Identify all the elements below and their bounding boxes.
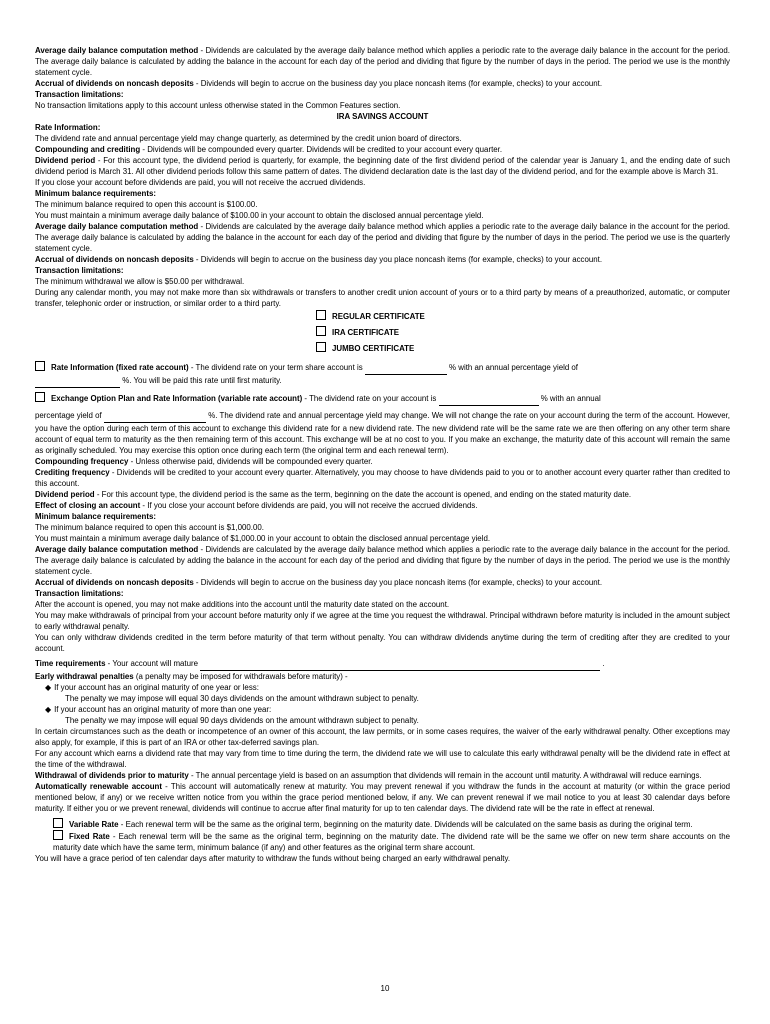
paragraph-min-open: The minimum balance required to open this account is $100.00.	[35, 200, 258, 209]
paragraph-fixed-rate-apy: %. You will be paid this rate until first maturity.	[35, 375, 730, 388]
document-page	[35, 45, 730, 864]
variable-rate-checkbox[interactable]	[35, 392, 45, 402]
paragraph-min-maintain: You must maintain a minimum average daily balance of $100.00 in your account to obtain the disclosed annual percentage yield.	[35, 211, 484, 220]
paragraph-rate-info: The dividend rate and annual percentage yield may change quarterly, as determined by the credit union board of directors.	[35, 134, 462, 143]
heading-rate-info: Rate Information:	[35, 123, 101, 132]
paragraph-compounding-frequency: Compounding frequency - Unless otherwise paid, dividends will be compounded every quarter.	[35, 457, 373, 466]
diamond-bullet-icon: ◆	[45, 683, 52, 692]
paragraph-fixed-rate-renewal: Fixed Rate - Each renewal term will be the same as the original term, beginning on the maturity date. The dividend rate will be the same we offer on new term share accounts on the maturity date which have the same term, minimum balance (if any) and other features as the original term share account.	[53, 832, 730, 852]
paragraph-grace-period: You will have a grace period of ten calendar days after maturity to withdraw the funds without being charged an early withdrawal penalty.	[35, 854, 511, 863]
paragraph-dividend-withdrawal: You can only withdraw dividends credited in the term before maturity of that term without penalty. You can withdraw dividends anytime during the term of crediting after they are credited to your account.	[35, 633, 730, 653]
regular-certificate-checkbox[interactable]	[316, 310, 326, 320]
paragraph-accrual-cd: Accrual of dividends on noncash deposits - Dividends will begin to accrue on the business day you place noncash items (for example, checks) to your account.	[35, 578, 603, 587]
certificate-option-ira: IRA CERTIFICATE	[35, 325, 730, 341]
jumbo-certificate-checkbox[interactable]	[316, 342, 326, 352]
paragraph-min-withdrawal: The minimum withdrawal we allow is $50.00 per withdrawal.	[35, 277, 245, 286]
paragraph-dividend-period: Dividend period - For this account type, the dividend period is quarterly, for example, the beginning date of the first dividend period of the calendar year is January 1, and the ending date of such dividend period is March 31. All other dividend periods follow this same pattern of dates. The dividend declaration date is the last day of the dividend period, and for the example above is March 31.	[35, 156, 731, 176]
paragraph-adb-savings: Average daily balance computation method - Dividends are calculated by the average daily balance method which applies a periodic rate to the average daily balance in the account for the period. The average daily balance is calculated by adding the balance in the account for each day of the period and dividing that figure by the number of days in the period. The period we use is the monthly statement cycle.	[35, 46, 730, 77]
heading-ira-transaction: Transaction limitations:	[35, 266, 124, 275]
paragraph-exchange-option: Exchange Option Plan and Rate Information (variable rate account) - The dividend rate on your account is % with an annual	[35, 392, 730, 406]
paragraph-accrual-ira: Accrual of dividends on noncash deposits - Dividends will begin to accrue on the business day you place noncash items (for example, checks) to your account.	[35, 255, 603, 264]
paragraph-withdrawal-dividends: Withdrawal of dividends prior to maturity - The annual percentage yield is based on an assumption that dividends will remain in the account until maturity. A withdrawal will reduce earnings.	[35, 771, 702, 780]
page-number: 10	[380, 984, 390, 993]
paragraph-fixed-rate-info: Rate Information (fixed rate account) - The dividend rate on your term share account is % with an annual percentage yield of	[35, 361, 730, 375]
heading-minimum-balance: Minimum balance requirements:	[35, 189, 157, 198]
paragraph-cd-min-open: The minimum balance required to open this account is $1,000.00.	[35, 523, 264, 532]
paragraph-transaction-limitations: No transaction limitations apply to this account unless otherwise stated in the Common Features section.	[35, 101, 401, 110]
bullet-more-than-one-year: ◆ If your account has an original maturity of more than one year:	[45, 705, 272, 714]
ira-certificate-checkbox[interactable]	[316, 326, 326, 336]
paragraph-adb-ira: Average daily balance computation method - Dividends are calculated by the average daily balance method which applies a periodic rate to the average daily balance in the account for the period. The average daily balance is calculated by adding the balance in the account for each day of the period and dividing that figure by the number of days in the period. The period we use is the quarterly statement cycle.	[35, 222, 730, 253]
maturity-date-field[interactable]	[200, 659, 600, 671]
heading-cd-transaction: Transaction limitations:	[35, 589, 124, 598]
paragraph-cd-min-maintain: You must maintain a minimum average daily balance of $1,000.00 in your account to obtain the disclosed annual percentage yield.	[35, 534, 491, 543]
paragraph-penalty-waiver: In certain circumstances such as the death or incompetence of an owner of this account, the law permits, or in some cases requires, the waiver of the early withdrawal penalty. Other exceptions may also apply, for example, if this is part of an IRA or other tax-deferred savings plan.	[35, 727, 730, 747]
bullet-sub-90-days: The penalty we may impose will equal 90 days dividends on the amount withdrawn subject to penalty.	[65, 716, 419, 725]
paragraph-compounding: Compounding and crediting - Dividends will be compounded every quarter. Dividends will be credited to your account every quarter.	[35, 145, 503, 154]
paragraph-crediting-frequency: Crediting frequency - Dividends will be credited to your account every quarter. Alternatively, you may choose to have dividends paid to you or to another account every quarter rather than credited to this account.	[35, 468, 730, 488]
paragraph-variable-penalty: For any account which earns a dividend rate that may vary from time to time during the term, the dividend rate we will use to calculate this early withdrawal penalty will be the dividend rate in effect at the time of the withdrawal.	[35, 749, 730, 769]
paragraph-effect-closing: Effect of closing an account - If you close your account before dividends are paid, you will not receive the accrued dividends.	[35, 501, 478, 510]
paragraph-adb-cd: Average daily balance computation method - Dividends are calculated by the average daily balance method which applies a periodic rate to the average daily balance in the account for the period. The average daily balance is calculated by adding the balance in the account for each day of the period and dividing that figure by the number of days in the period. The period we use is the monthly statement cycle.	[35, 545, 730, 576]
variable-renewal-checkbox[interactable]	[53, 818, 63, 828]
paragraph-close-account: If you close your account before dividends are paid, you will not receive the accrued dividends.	[35, 178, 366, 187]
fixed-rate-checkbox[interactable]	[35, 361, 45, 371]
paragraph-early-withdrawal: Early withdrawal penalties (a penalty may be imposed for withdrawals before maturity) -	[35, 672, 348, 681]
fixed-dividend-rate-field[interactable]	[365, 363, 447, 375]
paragraph-cd-dividend-period: Dividend period - For this account type, the dividend period is the same as the term, beginning on the date the account is opened, and ending on the stated maturity date.	[35, 490, 632, 499]
bullet-one-year-or-less: ◆ If your account has an original maturity of one year or less:	[45, 683, 259, 692]
certificate-option-regular: REGULAR CERTIFICATE	[35, 309, 730, 325]
paragraph-no-additions: After the account is opened, you may not make additions into the account until the maturity date stated on the account.	[35, 600, 450, 609]
paragraph-variable-rate-renewal: Variable Rate - Each renewal term will be the same as the original term, beginning on the maturity date. Dividends will be calculated on the same basis as during the original term.	[35, 818, 730, 830]
fixed-renewal-checkbox[interactable]	[53, 830, 63, 840]
paragraph-auto-renewable: Automatically renewable account - This account will automatically renew at maturity. You may prevent renewal if you withdraw the funds in the account at maturity (or within the grace period mentioned below, if any) or we receive written notice from you within the grace period mentioned below, if any. We can prevent renewal if we mail notice to you at least 30 calendar days before maturity. If either you or we prevent renewal, dividends will continue to accrue after final maturity for up to ten calendar days. The dividend rate will be the rate in effect at renewal.	[35, 782, 730, 813]
fixed-apy-field[interactable]	[35, 376, 120, 388]
certificate-option-jumbo: JUMBO CERTIFICATE	[35, 341, 730, 357]
paragraph-principal-withdrawal: You may make withdrawals of principal from your account before maturity only if we agree at the time you request the withdrawal. Principal withdrawn before maturity is included in the amount subject to early withdrawal penalty.	[35, 611, 730, 631]
heading-transaction-limitations: Transaction limitations:	[35, 90, 124, 99]
variable-apy-field[interactable]	[104, 411, 206, 423]
paragraph-six-withdrawals: During any calendar month, you may not make more than six withdrawals or transfers to another credit union account of yours or to a third party by means of a preauthorized, automatic, or computer transfer, telephonic order or instruction, or similar order to a third party.	[35, 288, 730, 308]
variable-dividend-rate-field[interactable]	[439, 394, 539, 406]
paragraph-time-requirements: Time requirements - Your account will mature .	[35, 658, 730, 671]
paragraph-accrual-savings: Accrual of dividends on noncash deposits - Dividends will begin to accrue on the business day you place noncash items (for example, checks) to your account.	[35, 79, 603, 88]
diamond-bullet-icon: ◆	[45, 705, 52, 714]
heading-cd-minimum-balance: Minimum balance requirements:	[35, 512, 157, 521]
section-heading-ira: IRA SAVINGS ACCOUNT	[336, 112, 429, 121]
paragraph-exchange-details: percentage yield of %. The dividend rate and annual percentage yield may change. We will not change the rate on your account during the term of the account. However, you have the option during each term of this account to exchange this dividend rate for a new dividend rate. The new dividend rate will be the same rate we are then offering on any other term share account of equal term to maturity as the then remaining term of this account. This exchange will be at no cost to you. If you make an exchange, the maturity date of this account will remain the same as originally scheduled. You may exercise this option once during each term (the original term and each renewal term).	[35, 411, 730, 455]
bullet-sub-30-days: The penalty we may impose will equal 30 days dividends on the amount withdrawn subject to penalty.	[65, 694, 419, 703]
